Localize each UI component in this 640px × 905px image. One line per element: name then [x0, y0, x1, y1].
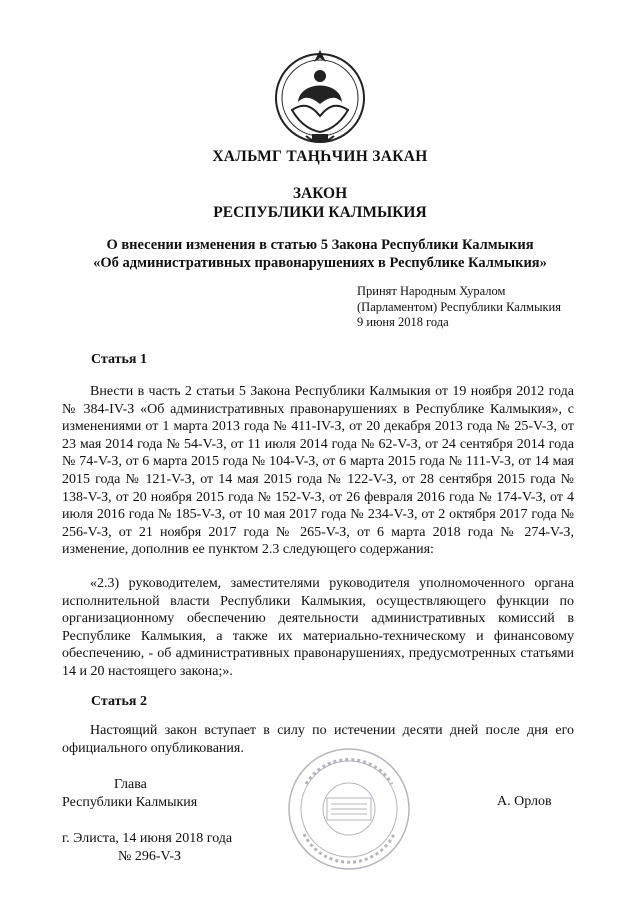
- signatory-name: А. Орлов: [497, 794, 552, 809]
- adoption-line-3: 9 июня 2018 года: [357, 315, 449, 329]
- kalmyk-title: ХАЛЬМГ ТАҢҺЧИН ЗАКАН: [212, 148, 428, 165]
- article-2-text: Настоящий закон вступает в силу по истечении десяти дней после дня его официального опубликования.: [62, 723, 574, 756]
- signatory-title: [62, 776, 262, 812]
- law-title: ЗАКОН: [292, 185, 348, 202]
- article-1-heading: Статья 1: [91, 352, 147, 367]
- signatory-title-line-2: Республики Калмыкия: [62, 795, 198, 810]
- coat-of-arms-emblem: [270, 40, 370, 156]
- signatory-title-line-1: Глава: [114, 777, 147, 792]
- place-and-number: [62, 830, 302, 866]
- subject-line-2: «Об административных правонарушениях в Республике Калмыкия»: [93, 255, 547, 271]
- law-number: № 296-V-З: [118, 849, 182, 864]
- official-stamp: [284, 744, 414, 874]
- article-1-text: Внести в часть 2 статьи 5 Закона Республики Калмыкия от 19 ноября 2012 года № 384-IV-З «Об административных правонарушениях в Республике Калмыкия», с изменениями от 1 марта 2013 года № 411-IV-З, от 20 декабря 2013 года № 25-V-З, от 23 мая 2014 года № 54-V-З, от 11 июля 2014 года № 62-V-З, от 24 сентября 2014 года № 74-V-З, от 6 марта 2015 года № 104-V-З, от 6 марта 2015 года № 111-V-З, от 14 мая 2015 года № 121-V-З, от 14 мая 2015 года № 122-V-З, от 28 сентября 2015 года № 138-V-З, от 20 ноября 2015 года № 152-V-З, от 26 февраля 2016 года № 174-V-З, от 4 июля 2016 года № 185-V-З, от 10 мая 2017 года № 234-V-З, от 2 октября 2017 года № 256-V-З, от 21 ноября 2017 года № 265-V-З, от 6 марта 2018 года № 274-V-З, изменение, дополнив ее пунктом 2.3 следующего содержания:: [62, 384, 574, 558]
- law-heading: [0, 184, 640, 222]
- republic-title: РЕСПУБЛИКИ КАЛМЫКИЯ: [213, 204, 427, 221]
- law-subject: [0, 236, 640, 272]
- article-2-heading: Статья 2: [91, 694, 147, 709]
- adoption-note: [357, 284, 561, 331]
- place-date: г. Элиста, 14 июня 2018 года: [62, 831, 233, 846]
- article-1-quote: «2.3) руководителем, заместителями руководителя уполномоченного органа исполнительной власти Республики Калмыкия, осуществляющего функции по организационному обеспечению деятельности административных комиссий в Республике Калмыкия, а также их материально-техническому и финансовому обеспечению, - об административных правонарушениях, предусмотренных статьями 14 и 20 настоящего закона;».: [62, 576, 574, 679]
- adoption-line-1: Принят Народным Хуралом: [357, 284, 506, 298]
- adoption-line-2: (Парламентом) Республики Калмыкия: [357, 299, 561, 314]
- subject-line-1: О внесении изменения в статью 5 Закона Республики Калмыкия: [106, 237, 534, 253]
